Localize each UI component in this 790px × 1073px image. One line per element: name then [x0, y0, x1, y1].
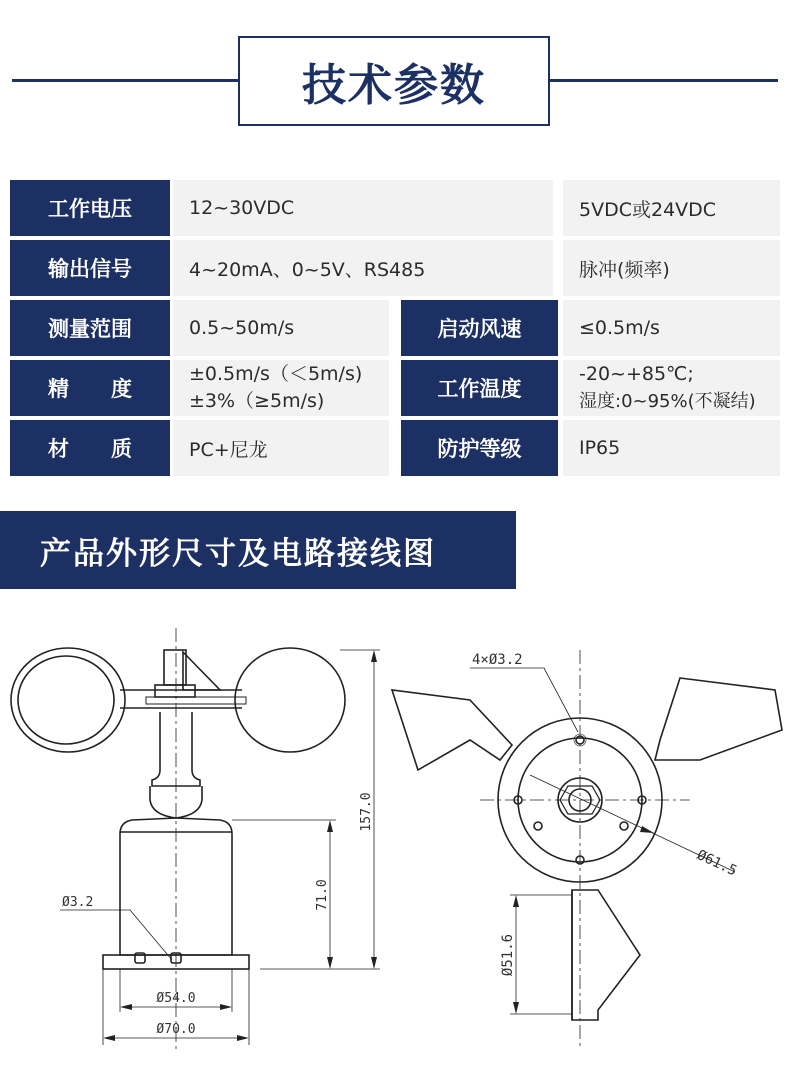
- signal-value: 4~20mA、0~5V、RS485: [173, 240, 553, 296]
- material-label: 材 质: [10, 420, 170, 476]
- signal-alt: 脉冲(频率): [563, 240, 780, 296]
- section-header: [0, 511, 516, 589]
- protection-value: IP65: [563, 420, 780, 476]
- accuracy-line-1: ±0.5m/s（＜5m/s): [189, 363, 363, 385]
- temp-label: 工作温度: [401, 360, 558, 416]
- accuracy-value: [173, 360, 389, 416]
- dim-hole: Ø3.2: [62, 895, 94, 910]
- start-speed-label: 启动风速: [401, 300, 558, 356]
- material-value: PC+尼龙: [173, 420, 389, 476]
- title-line-right: [550, 79, 778, 82]
- dimension-drawings: [0, 610, 790, 1073]
- voltage-alt: 5VDC或24VDC: [563, 180, 780, 236]
- accuracy-label: 精 度: [10, 360, 170, 416]
- section-title: 产品外形尺寸及电路接线图: [40, 535, 436, 572]
- dim-height-total: 157.0: [359, 792, 374, 832]
- range-value: 0.5~50m/s: [173, 300, 389, 356]
- temp-line-1: -20~+85℃;: [579, 363, 694, 385]
- title-line-left: [12, 79, 238, 82]
- voltage-value: 12~30VDC: [173, 180, 553, 236]
- page-title: 技术参数: [302, 60, 486, 111]
- title-box: [238, 36, 550, 126]
- dim-cup-diameter: Ø51.6: [500, 933, 516, 977]
- start-speed-value: ≤0.5m/s: [563, 300, 780, 356]
- voltage-label: 工作电压: [10, 180, 170, 236]
- temp-line-2: 湿度:0~95%(不凝结): [579, 391, 756, 412]
- range-label: 测量范围: [10, 300, 170, 356]
- top-view-drawing: [392, 650, 782, 1050]
- temp-value: [563, 360, 780, 416]
- protection-label: 防护等级: [401, 420, 558, 476]
- dim-outer-diameter: Ø70.0: [156, 1022, 196, 1037]
- dim-height-body: 71.0: [315, 879, 330, 911]
- dim-mount-holes: 4×Ø3.2: [472, 652, 523, 668]
- accuracy-line-2: ±3%（≥5m/s): [189, 390, 325, 412]
- dim-inner-diameter: Ø54.0: [156, 991, 196, 1006]
- dim-flange-diameter: Ø61.5: [694, 847, 740, 880]
- signal-label: 输出信号: [10, 240, 170, 296]
- side-view-drawing: [11, 628, 380, 1050]
